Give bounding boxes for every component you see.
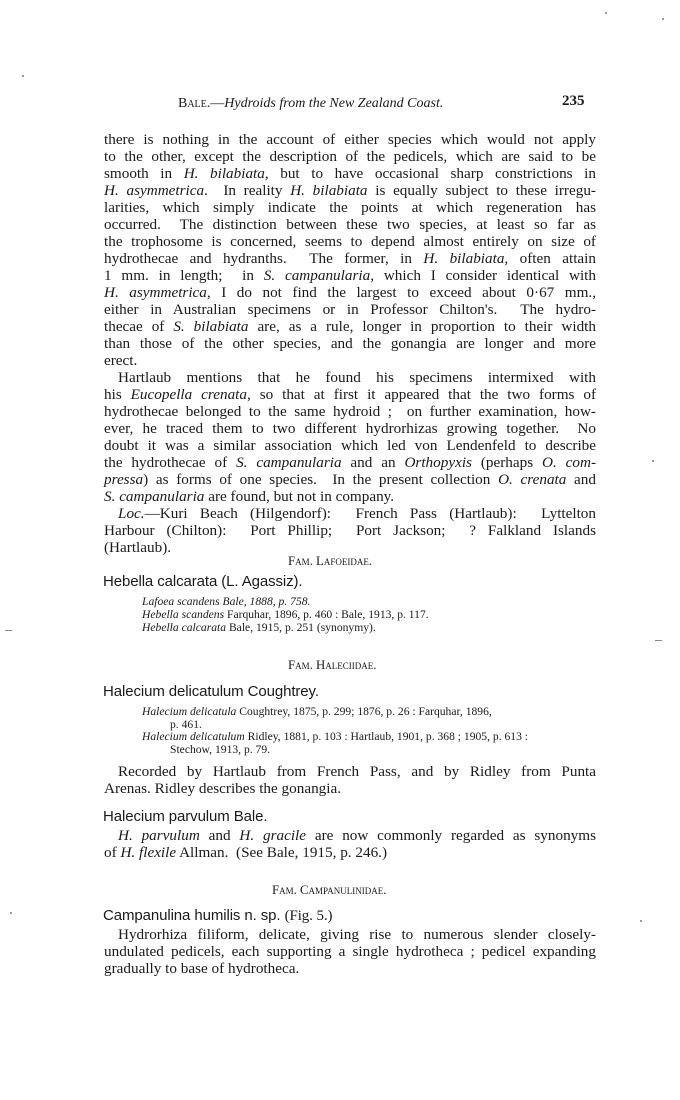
paragraph-line: S. campanularia are found, but not in company. [104,488,395,505]
paragraph-line: Loc.—Kuri Beach (Hilgendorf): French Pass (Hartlaub): Lyttelton [118,505,596,522]
paragraph-line: Hydrorhiza filiform, delicate, giving rise to numerous slender closely- [118,926,596,943]
paragraph-line: either in Australian specimens or in Professor Chilton's. The hydro- [104,301,596,318]
paragraph-line: gradually to base of hydrotheca. [104,960,300,977]
paragraph-line: H. parvulum and H. gracile are now commonly regarded as synonyms [118,827,596,844]
species-heading-hebella: Hebella calcarata (L. Agassiz). [103,573,303,590]
family-heading-haleciidae: Fam. Haleciidae. [288,658,377,672]
paragraph-line: there is nothing in the account of either species which would not apply [104,131,596,148]
paragraph-line: of H. flexile Allman. (See Bale, 1915, p. 246.) [104,844,388,861]
running-header: Bale.—Hydroids from the New Zealand Coast. [178,96,444,111]
paragraph-line: pressa) as forms of one species. In the present collection O. crenata and [104,471,596,488]
family-heading-campanulinidae: Fam. Campanulinidae. [272,883,387,897]
paragraph-line: H. asymmetrica, I do not find the largest to exceed about 0·67 mm., [104,284,596,301]
paragraph-line: Arenas. Ridley describes the gonangia. [104,780,342,797]
species-heading-campanulina: Campanulina humilis n. sp. (Fig. 5.) [103,907,333,924]
scan-speck [652,460,654,462]
synonym-ref: Stechow, 1913, p. 79. [170,743,271,756]
species-heading-halecium-parvulum: Halecium parvulum Bale. [103,808,268,825]
paragraph-line: hydrothecae belonged to the same hydroid ; on further examination, how- [104,403,596,420]
scan-speck [10,912,12,914]
paragraph-line: Hartlaub mentions that he found his specimens intermixed with [118,369,596,386]
synonym-ref: Hebella scandens Farquhar, 1896, p. 460 : Bale, 1913, p. 117. [142,608,429,621]
species-heading-halecium-delicatulum: Halecium delicatulum Coughtrey. [103,683,319,700]
scan-speck [22,75,24,77]
paragraph-line: ever, he traced them to two different hydrorhizas growing together. No [104,420,596,437]
family-heading-lafoeidae: Fam. Lafoeidae. [288,554,373,568]
paragraph-line: 1 mm. in length; in S. campanularia, which I consider identical with [104,267,596,284]
paragraph-line: thecae of S. bilabiata are, as a rule, longer in proportion to their width [104,318,596,335]
paragraph-line: his Eucopella crenata, so that at first it appeared that the two forms of [104,386,597,403]
scan-mark [655,640,662,641]
scan-speck [605,12,607,14]
paragraph-line: H. asymmetrica. In reality H. bilabiata is equally subject to these irregu- [104,182,596,199]
synonym-ref: p. 461. [170,718,202,731]
paragraph-line: larities, which simply indicate the points at which regeneration has [104,199,596,216]
paragraph-line: Recorded by Hartlaub from French Pass, and by Ridley from Punta [118,763,596,780]
synonym-ref: Halecium delicatulum Ridley, 1881, p. 103 : Hartlaub, 1901, p. 368 ; 1905, p. 613 : [142,730,528,743]
paragraph-line: the trophosome is concerned, seems to depend almost entirely on size of [104,233,596,250]
synonym-ref: Halecium delicatula Coughtrey, 1875, p. 299; 1876, p. 26 : Farquhar, 1896, [142,705,492,718]
header-title: Hydroids from the New Zealand Coast. [224,96,444,111]
paragraph-line: (Hartlaub). [104,539,172,556]
paragraph-line: than those of the other species, and the gonangia are longer and more [104,335,596,352]
paragraph-line: undulated pedicels, each supporting a single hydrotheca ; pedicel expanding [104,943,596,960]
paragraph-line: to the other, except the description of the pedicels, which are said to be [104,148,596,165]
scan-mark [5,630,12,631]
paragraph-line: doubt it was a similar association which led von Lendenfeld to describe [104,437,596,454]
scan-speck [662,18,664,20]
paragraph-line: Harbour (Chilton): Port Phillip; Port Jackson; ? Falkland Islands [104,522,596,539]
synonym-ref: Lafoea scandens Bale, 1888, p. 758. [142,595,311,608]
header-author: Bale [178,96,207,111]
paragraph-line: erect. [104,352,138,369]
paragraph-line: smooth in H. bilabiata, but to have occasional sharp constrictions in [104,165,596,182]
scan-speck [640,920,642,922]
paragraph-line: hydrothecae and hydranths. The former, in H. bilabiata, often attain [104,250,596,267]
synonym-ref: Hebella calcarata Bale, 1915, p. 251 (synonymy). [142,621,376,634]
paragraph-line: the hydrothecae of S. campanularia and an Orthopyxis (perhaps O. com- [104,454,597,471]
page-number: 235 [562,93,585,109]
paragraph-line: occurred. The distinction between these two species, at least so far as [104,216,596,233]
